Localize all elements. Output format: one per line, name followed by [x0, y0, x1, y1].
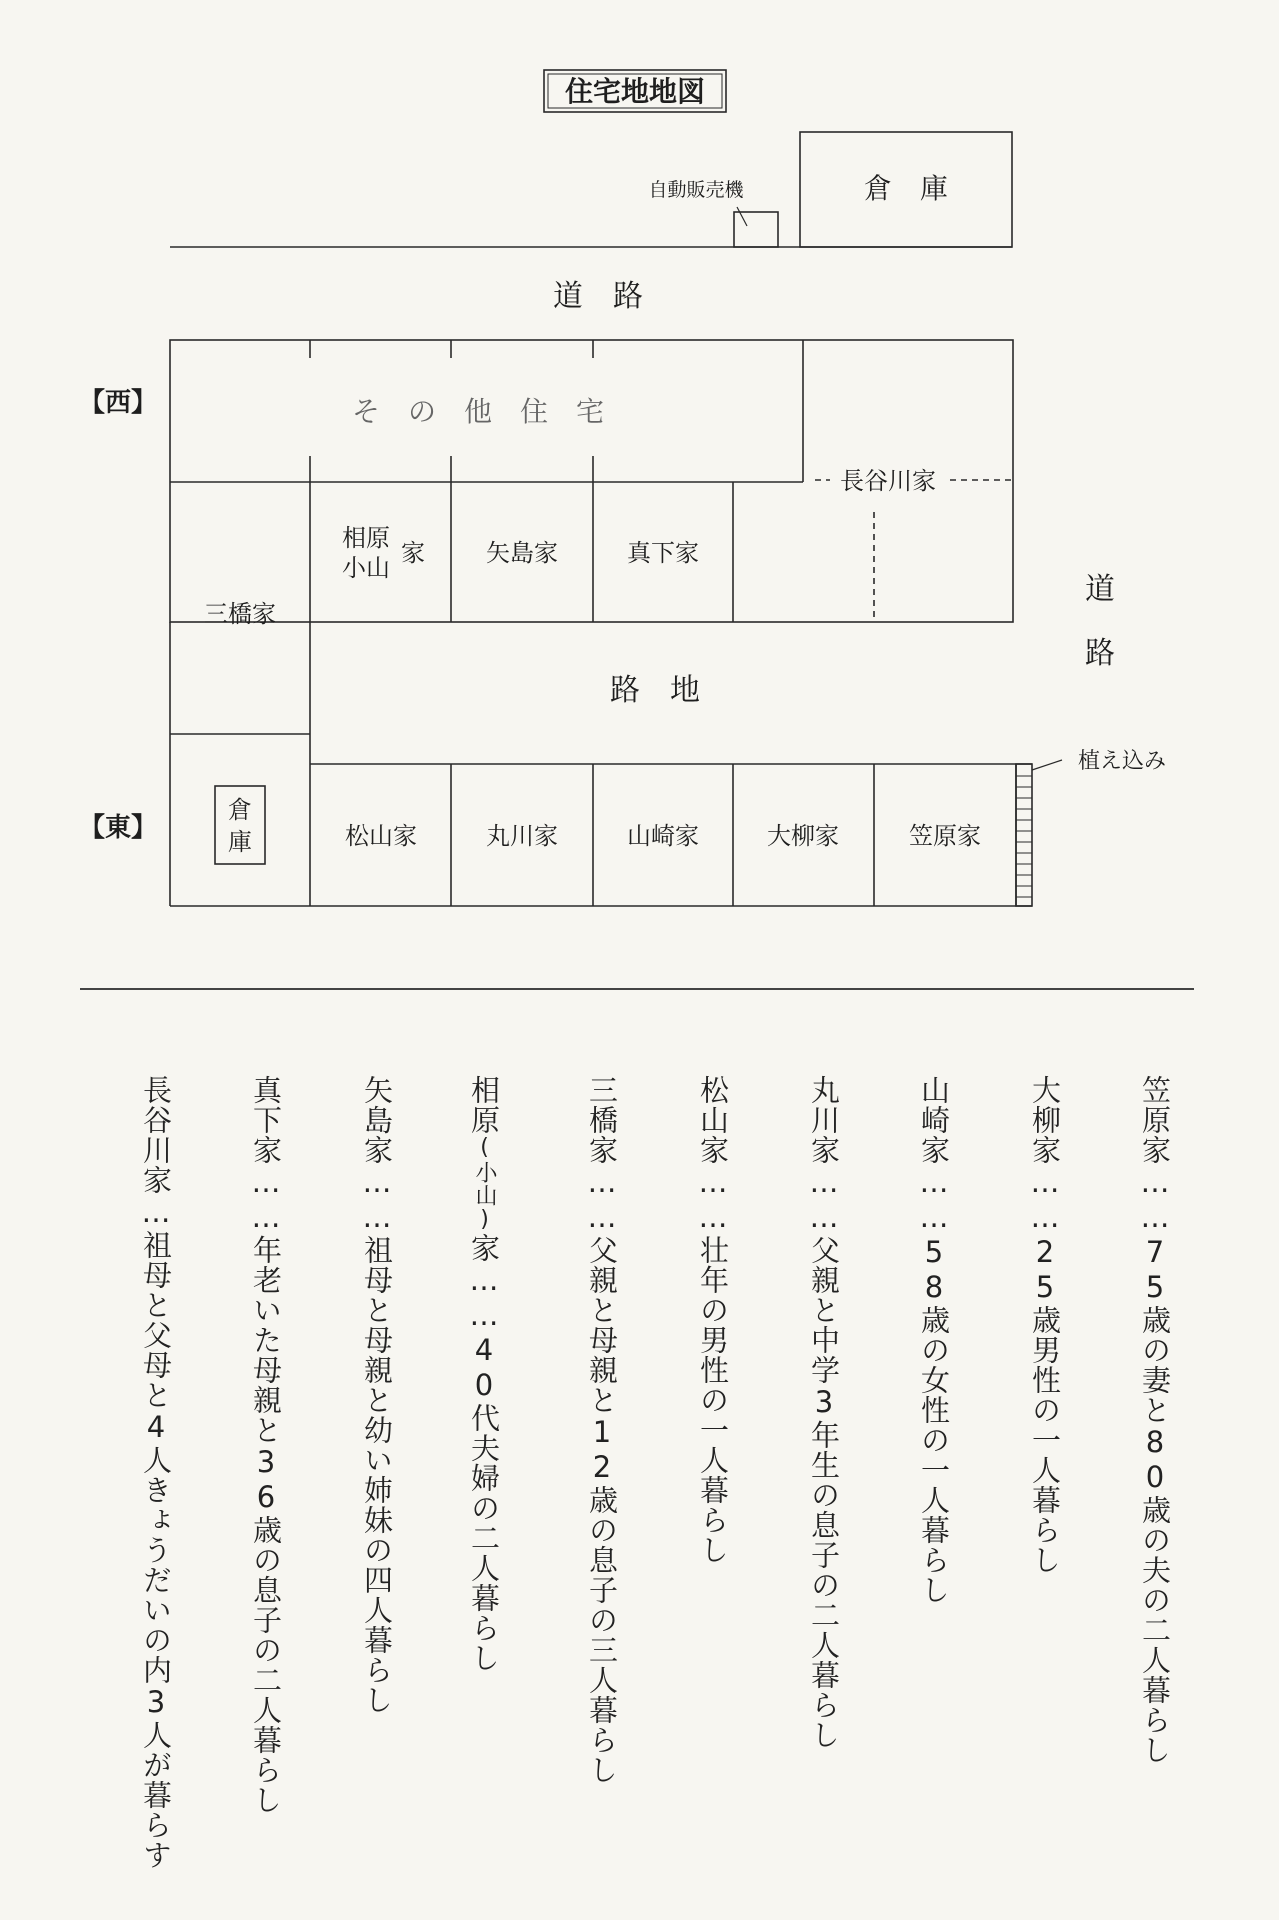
small-warehouse-label: 倉庫 [228, 796, 252, 856]
legend-separator: …… [585, 1165, 619, 1235]
alley-label: 路 地 [610, 673, 700, 708]
legend-separator: …… [360, 1165, 394, 1235]
section-divider [80, 988, 1194, 990]
legend-separator: …… [917, 1165, 951, 1235]
legend-separator: …… [1028, 1165, 1062, 1235]
legend-entry [248, 1075, 284, 1815]
map-title: 住宅地地図 [564, 75, 706, 108]
house-aihara-koyama-suffix: 家 [401, 539, 425, 567]
legend-entry [1027, 1075, 1063, 1575]
legend-separator: …… [1138, 1165, 1172, 1235]
legend-name: 松山家 [696, 1075, 730, 1165]
legend-name-dual [467, 1075, 501, 1263]
legend-separator: …… [696, 1165, 730, 1235]
legend-name-top: 相原 [467, 1075, 501, 1135]
vending-machine-label: 自動販売機 [648, 179, 744, 201]
legend-entry [806, 1075, 842, 1750]
vending-machine [734, 212, 778, 247]
legend-separator: … [139, 1195, 173, 1230]
house-mihashi: 三橋家 [204, 600, 276, 628]
house-yajima: 矢島家 [486, 539, 558, 567]
legend-description: 父親と母親と12歳の息子の三人暮らし [585, 1235, 619, 1785]
legend-separator: …… [807, 1165, 841, 1235]
house-aihara-koyama-bottom: 小山 [342, 554, 390, 582]
legend-description: 40代夫婦の二人暮らし [467, 1333, 501, 1673]
house-mashita: 真下家 [627, 539, 699, 567]
legend-description: 年老いた母親と36歳の息子の二人暮らし [249, 1235, 283, 1815]
legend-name: 丸川家 [807, 1075, 841, 1165]
legend-name: 大柳家 [1028, 1075, 1062, 1165]
legend-entry [916, 1075, 952, 1605]
house-oyanagi: 大柳家 [767, 822, 839, 850]
legend-name: 矢島家 [360, 1075, 394, 1165]
legend-name: 三橋家 [585, 1075, 619, 1165]
house-matsuyama: 松山家 [345, 822, 417, 850]
house-kasahara: 笠原家 [909, 822, 981, 850]
legend-description: 壮年の男性の一人暮らし [696, 1235, 730, 1565]
east-marker: 【東】 [78, 813, 158, 843]
legend-description: 58歳の女性の一人暮らし [917, 1235, 951, 1605]
west-marker: 【西】 [78, 388, 158, 418]
other-houses-label: そ の 他 住 宅 [351, 395, 605, 428]
legend-description: 父親と中学3年生の息子の二人暮らし [807, 1235, 841, 1750]
east-road-label: 道路 [1085, 572, 1115, 671]
north-road-label: 道 路 [553, 279, 643, 314]
legend-name: 長谷川家 [139, 1075, 173, 1195]
north-warehouse-label: 倉 庫 [863, 172, 949, 205]
legend-name-bottom: (小山) [472, 1135, 497, 1233]
house-aihara-koyama-top: 相原 [342, 524, 390, 552]
legend-description: 25歳男性の一人暮らし [1028, 1235, 1062, 1575]
legend-description: 75歳の妻と80歳の夫の二人暮らし [1138, 1235, 1172, 1765]
legend-entry [695, 1075, 731, 1565]
legend-entry [466, 1075, 502, 1673]
house-yamazaki: 山崎家 [627, 822, 699, 850]
legend-description: 祖母と父母と4人きょうだいの内3人が暮らす [139, 1230, 173, 1870]
legend-description: 祖母と母親と幼い姉妹の四人暮らし [360, 1235, 394, 1715]
legend-entry [359, 1075, 395, 1715]
lower-block [170, 764, 1020, 906]
legend-entry [1137, 1075, 1173, 1765]
legend-name-suffix: 家 [467, 1233, 501, 1263]
legend-entry [584, 1075, 620, 1785]
legend-entry [138, 1075, 174, 1870]
legend-name: 山崎家 [917, 1075, 951, 1165]
legend-name: 真下家 [249, 1075, 283, 1165]
planting-strip [1016, 764, 1032, 906]
house-marukawa: 丸川家 [486, 822, 558, 850]
legend-name: 笠原家 [1138, 1075, 1172, 1165]
legend-separator: …… [467, 1263, 501, 1333]
house-hasegawa: 長谷川家 [840, 467, 936, 495]
legend-separator: …… [249, 1165, 283, 1235]
planting-label: 植え込み [1077, 749, 1167, 774]
